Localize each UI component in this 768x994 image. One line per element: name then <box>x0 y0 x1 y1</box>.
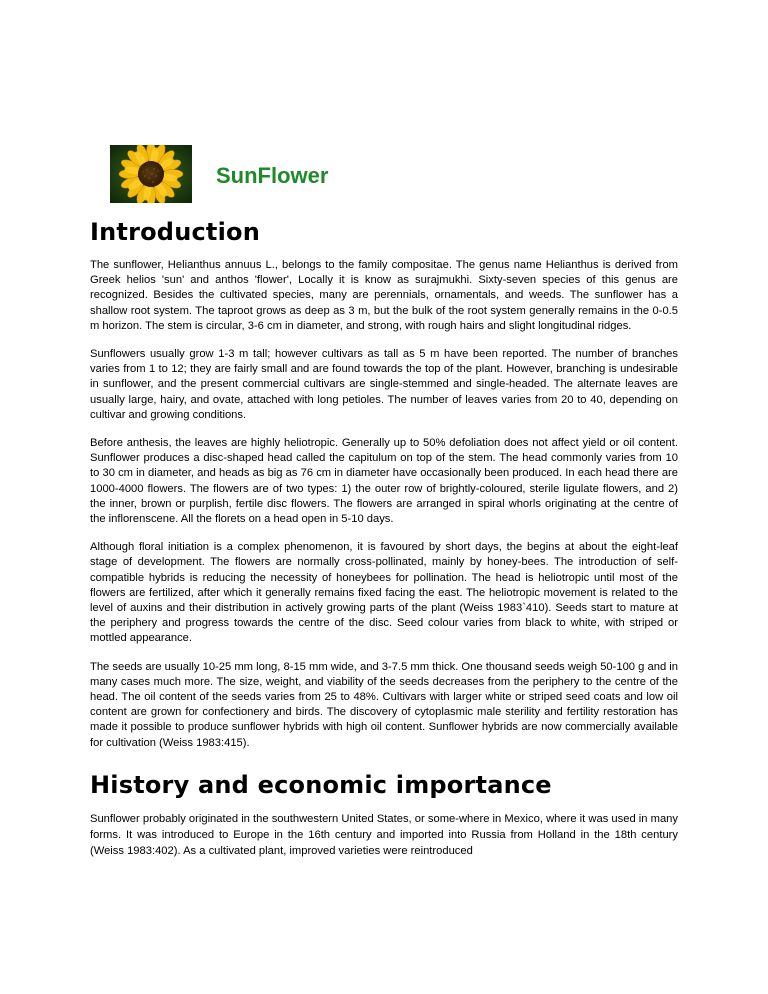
paragraph: The seeds are usually 10-25 mm long, 8-15 mm wide, and 3-7.5 mm thick. One thousand seeds weigh 50-100 g and in many cases much more. The size, weight, and viability of the seeds decreases from the periphery to the centre of the head. The oil content of the seeds varies from 25 to 48%. Cultivars with larger white or striped seed coats and low oil content are grown for confectionery and birds. The discovery of cytoplasmic male sterility and fertility restoration has made it possible to produce sunflower hybrids with high oil content. Sunflower hybrids are now commercially available for cultivation (Weiss 1983:415). <box>90 660 678 749</box>
paragraph: Although floral initiation is a complex phenomenon, it is favoured by short days, the begins at about the eight-leaf stage of development. The flowers are normally cross-pollinated, mainly by honey-bees. The introduction of self-compatible hybrids is reducing the necessity of honeybees for pollination. The head is heliotropic until most of the flowers are fertilized, after which it generally remains fixed facing the east. The heliotropic movement is related to the level of auxins and their distribution in actively growing parts of the plant (Weiss 1983`410). Seeds start to mature at the periphery and progress towards the centre of the disc. Seed colour varies from black to white, with striped or mottled appearance. <box>90 541 678 645</box>
document-header <box>110 145 510 205</box>
document-title: SunFlower <box>216 163 329 188</box>
paragraph: The sunflower, Helianthus annuus L., belongs to the family compositae. The genus name Helianthus is derived from Greek helios 'sun' and anthos 'flower', Locally it is know as surajmukhi. Sixty-seven species of this genus are recognized. Besides the cultivated species, many are perennials, ornamentals, and weeds. The sunflower has a shallow root system. The taproot grows as deep as 3 m, but the bulk of the root system generally remains in the 0-0.5 m horizon. The stem is circular, 3-6 cm in diameter, and strong, with rough hairs and slight longitudinal ridges. <box>90 259 678 332</box>
paragraph: Sunflower probably originated in the southwestern United States, or some-where in Mexico, where it was used in many forms. It was introduced to Europe in the 16th century and imported into Russia from Holland in the 18th century (Weiss 1983:402). As a cultivated plant, improved varieties were reintroduced <box>90 812 678 857</box>
section-heading-history: History and economic importance <box>90 770 552 799</box>
sunflower-image <box>110 145 192 203</box>
paragraph: Before anthesis, the leaves are highly heliotropic. Generally up to 50% defoliation does not affect yield or oil content. Sunflower produces a disc-shaped head called the capitulum on top of the stem. The head commonly varies from 10 to 30 cm in diameter, and heads as big as 76 cm in diameter have occasionally been produced. In each head there are 1000-4000 flowers. The flowers are of two types: 1) the outer row of brightly-coloured, sterile ligulate flowers, and 2) the inner, brown or purplish, fertile disc flowers. The flowers are arranged in spiral whorls originating at the centre of the inflorenscene. All the florets on a head open in 5-10 days. <box>90 437 678 526</box>
section-heading-introduction: Introduction <box>90 218 260 246</box>
document-body <box>90 218 678 872</box>
paragraph: Sunflowers usually grow 1-3 m tall; however cultivars as tall as 5 m have been reported. The number of branches varies from 1 to 12; they are fairly small and are found towards the top of the plant. However, branching is undesirable in sunflower, and the present commercial cultivars are single-stemmed and single-headed. The alternate leaves are usually large, hairy, and ovate, attached with long petioles. The number of leaves varies from 20 to 40, depending on cultivar and growing conditions. <box>90 348 678 421</box>
